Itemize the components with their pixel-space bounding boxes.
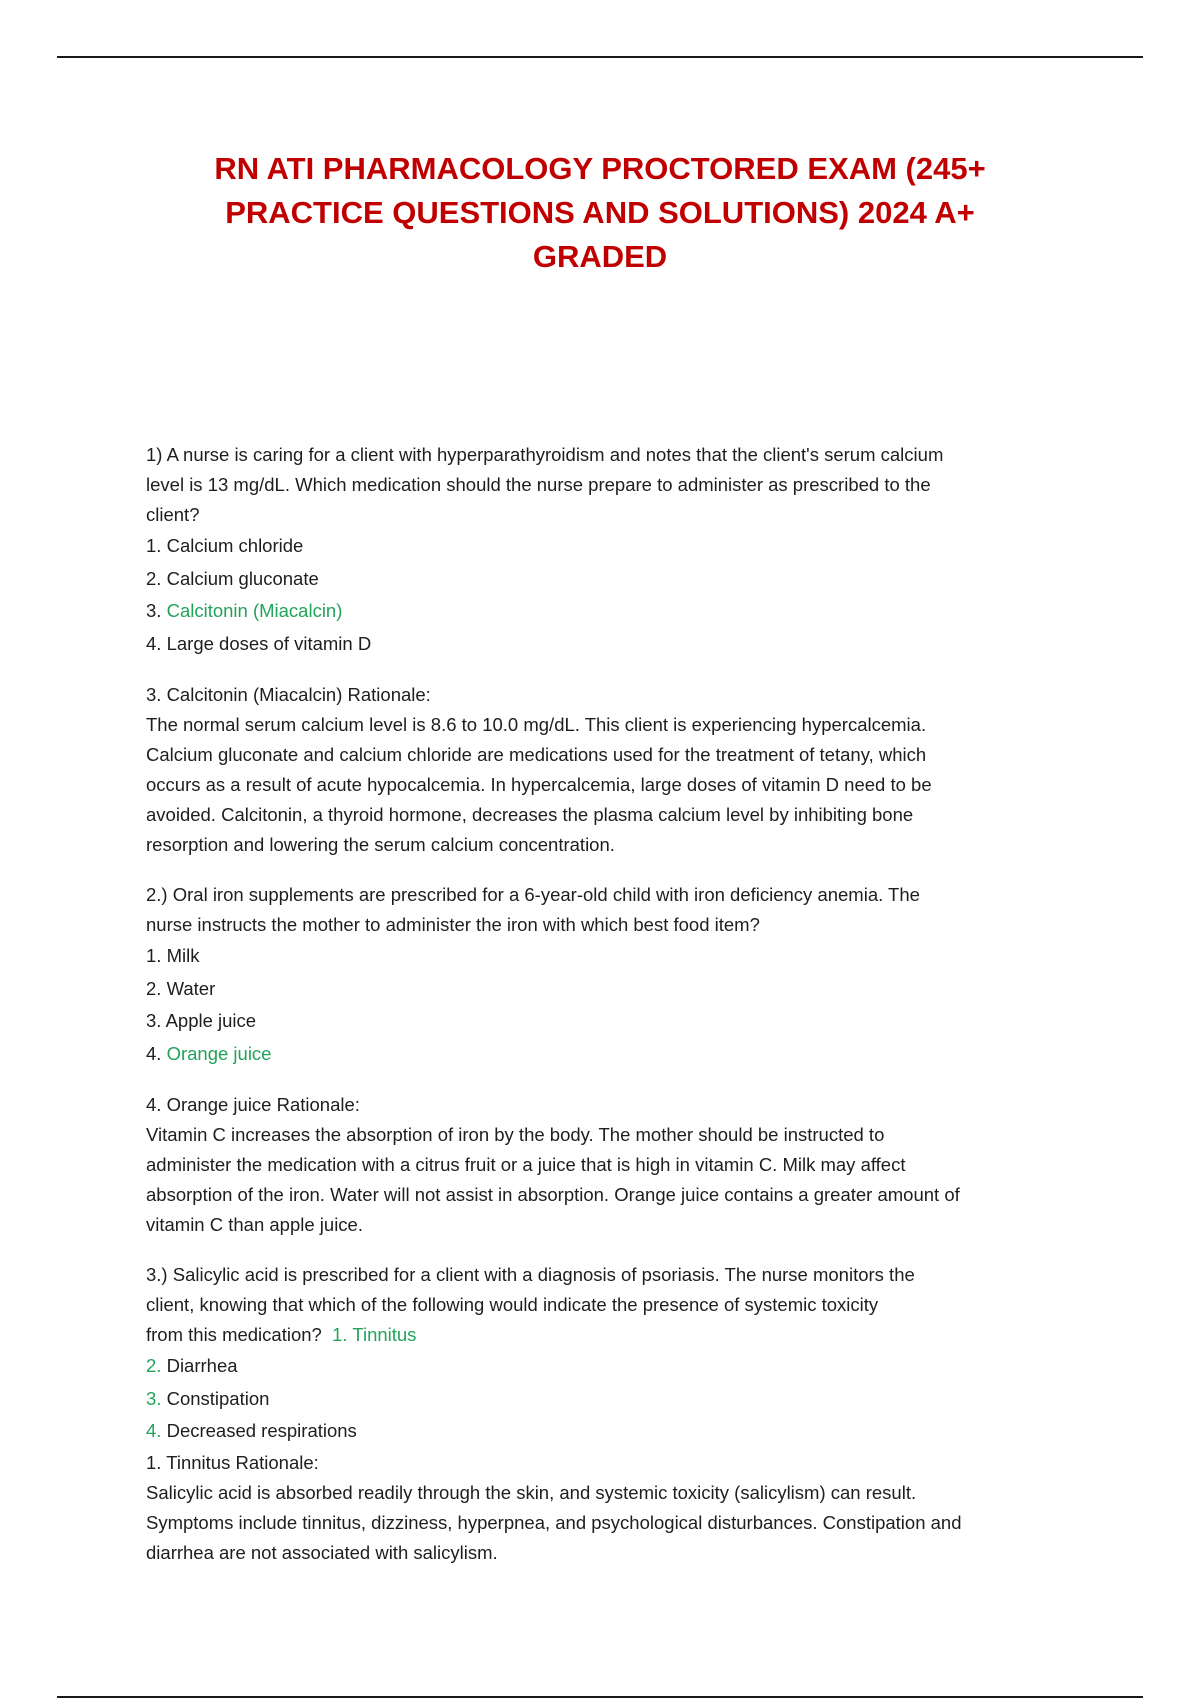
answer-option-correct: 1. Tinnitus — [332, 1324, 417, 1345]
answer-option: 2. Diarrhea — [146, 1355, 238, 1376]
rationale-text: resorption and lowering the serum calcium concentration. — [146, 834, 615, 855]
rationale-text: administer the medication with a citrus fruit or a juice that is high in vitamin C. Milk may affect — [146, 1154, 906, 1175]
answer-option: 2. Calcium gluconate — [146, 567, 319, 589]
document-title — [130, 147, 1070, 279]
rationale-text: occurs as a result of acute hypocalcemia. In hypercalcemia, large doses of vitamin D need to be — [146, 774, 932, 795]
question-stem: 3.) Salicylic acid is prescribed for a client with a diagnosis of psoriasis. The nurse monitors the — [146, 1264, 915, 1285]
question-stem: from this medication? 1. Tinnitus — [146, 1324, 417, 1345]
rationale-text: Symptoms include tinnitus, dizziness, hyperpnea, and psychological disturbances. Constipation and — [146, 1511, 962, 1533]
rationale-2 — [146, 1090, 1086, 1240]
rationale-text: The normal serum calcium level is 8.6 to 10.0 mg/dL. This client is experiencing hypercalcemia. — [146, 714, 927, 735]
document-body — [146, 440, 1086, 1576]
question-2 — [146, 880, 1086, 1070]
bottom-rule — [57, 1696, 1143, 1698]
question-stem: client? — [146, 504, 200, 525]
answer-option: 1. Milk — [146, 945, 200, 966]
question-stem: level is 13 mg/dL. Which medication should the nurse prepare to administer as prescribed to the — [146, 474, 931, 495]
answer-option: 3. Constipation — [146, 1387, 270, 1409]
question-stem: 1) A nurse is caring for a client with hyperparathyroidism and notes that the client's serum calcium — [146, 444, 944, 465]
rationale-text: avoided. Calcitonin, a thyroid hormone, decreases the plasma calcium level by inhibiting bone — [146, 804, 914, 825]
question-stem: nurse instructs the mother to administer the iron with which best food item? — [146, 914, 760, 935]
rationale-1 — [146, 680, 1086, 860]
answer-option: 1. Calcium chloride — [146, 535, 304, 556]
question-3 — [146, 1260, 1086, 1568]
answer-option-correct: 4. Orange juice — [146, 1042, 272, 1064]
question-1 — [146, 440, 1086, 660]
rationale-text: Calcium gluconate and calcium chloride are medications used for the treatment of tetany, which — [146, 744, 927, 765]
question-stem: 2.) Oral iron supplements are prescribed for a 6-year-old child with iron deficiency anemia. The — [146, 884, 920, 905]
rationale-text: absorption of the iron. Water will not assist in absorption. Orange juice contains a greater amount of — [146, 1184, 960, 1205]
top-rule — [57, 56, 1143, 58]
rationale-text: Salicylic acid is absorbed readily through the skin, and systemic toxicity (salicylism) can result. — [146, 1481, 917, 1503]
title-line: GRADED — [532, 239, 668, 274]
rationale-heading: 4. Orange juice Rationale: — [146, 1094, 360, 1115]
title-line: RN ATI PHARMACOLOGY PROCTORED EXAM (245+ — [214, 151, 986, 186]
answer-option-correct: 3. Calcitonin (Miacalcin) — [146, 600, 343, 621]
rationale-heading: 3. Calcitonin (Miacalcin) Rationale: — [146, 684, 431, 705]
rationale-heading: 1. Tinnitus Rationale: — [146, 1451, 319, 1473]
rationale-text: Vitamin C increases the absorption of iron by the body. The mother should be instructed to — [146, 1124, 885, 1145]
title-line: PRACTICE QUESTIONS AND SOLUTIONS) 2024 A+ — [225, 195, 975, 230]
answer-option: 2. Water — [146, 977, 216, 999]
rationale-text: diarrhea are not associated with salicylism. — [146, 1541, 498, 1563]
rationale-text: vitamin C than apple juice. — [146, 1214, 363, 1235]
answer-option: 4. Decreased respirations — [146, 1420, 357, 1441]
answer-option: 4. Large doses of vitamin D — [146, 632, 372, 654]
answer-option: 3. Apple juice — [146, 1010, 257, 1031]
question-stem: client, knowing that which of the following would indicate the presence of systemic toxicity — [146, 1294, 879, 1315]
